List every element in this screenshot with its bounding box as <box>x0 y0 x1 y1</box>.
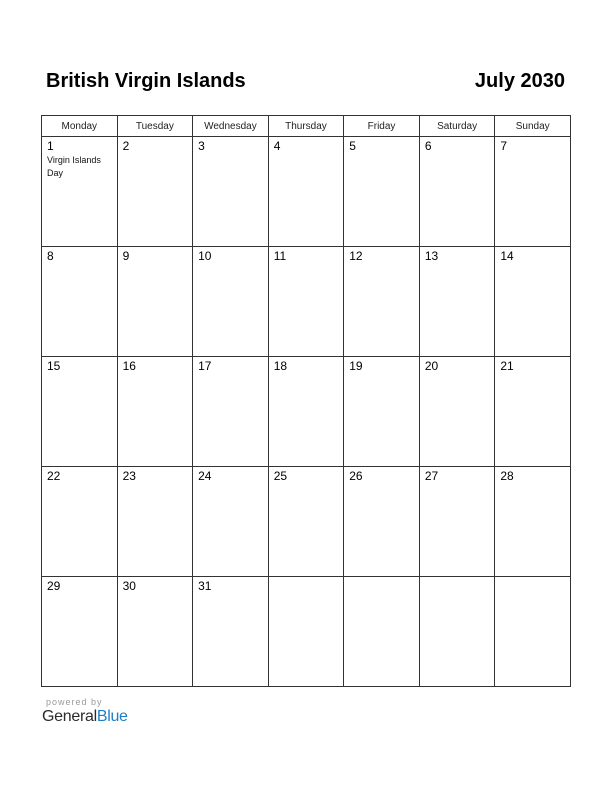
holiday-label <box>118 263 193 264</box>
day-number: 18 <box>273 359 288 373</box>
weekday-header-friday: Friday <box>344 116 420 137</box>
weekday-header-sunday: Sunday <box>495 116 571 137</box>
day-number: 19 <box>349 359 363 373</box>
day-cell <box>344 577 420 687</box>
day-cell <box>419 577 495 687</box>
day-number: 16 <box>122 359 136 373</box>
holiday-label <box>344 263 419 264</box>
day-number: 22 <box>47 469 61 483</box>
holiday-label <box>420 263 495 264</box>
holiday-label <box>420 153 495 154</box>
holiday-label <box>495 373 570 374</box>
holiday-label <box>269 483 344 484</box>
holiday-label <box>344 580 419 581</box>
day-cell <box>193 467 269 577</box>
holiday-label <box>495 483 570 484</box>
day-cell <box>495 357 571 467</box>
calendar-grid <box>41 115 571 687</box>
holiday-label <box>495 580 570 581</box>
holiday-label <box>118 483 193 484</box>
day-cell <box>268 137 344 247</box>
day-cell <box>419 357 495 467</box>
day-cell <box>117 137 193 247</box>
holiday-label <box>193 483 268 484</box>
day-cell <box>193 577 269 687</box>
week-row <box>42 467 571 577</box>
day-cell <box>344 467 420 577</box>
day-cell <box>495 137 571 247</box>
day-number: 12 <box>349 249 363 263</box>
day-number: 29 <box>47 579 61 593</box>
holiday-label <box>42 483 117 484</box>
day-cell <box>42 247 118 357</box>
day-cell <box>193 357 269 467</box>
holiday-label <box>118 373 193 374</box>
day-number: 7 <box>500 139 508 153</box>
day-cell <box>344 137 420 247</box>
day-number: 21 <box>500 359 514 373</box>
day-number: 14 <box>500 249 514 263</box>
weekday-header-tuesday: Tuesday <box>117 116 193 137</box>
day-number: 5 <box>349 139 356 153</box>
day-cell <box>268 357 344 467</box>
day-number: 6 <box>424 139 432 153</box>
day-cell <box>193 137 269 247</box>
holiday-label <box>42 373 117 374</box>
day-number: 9 <box>122 249 130 263</box>
holiday-label: Virgin Islands Day <box>47 155 101 178</box>
holiday-label <box>193 263 268 264</box>
holiday-label <box>269 580 344 581</box>
holiday-label <box>118 153 193 154</box>
holiday-label <box>344 153 419 154</box>
day-number: 28 <box>500 469 514 483</box>
day-cell <box>42 357 118 467</box>
holiday-label <box>42 263 117 264</box>
holiday-label <box>193 593 268 594</box>
day-number: 31 <box>198 579 212 593</box>
day-number: 26 <box>349 469 363 483</box>
day-cell <box>117 247 193 357</box>
day-number: 23 <box>122 469 136 483</box>
week-row <box>42 137 571 247</box>
weekday-header-monday: Monday <box>42 116 118 137</box>
day-cell <box>117 357 193 467</box>
day-cell <box>495 467 571 577</box>
weekday-header-thursday: Thursday <box>268 116 344 137</box>
day-number: 3 <box>198 139 205 153</box>
weekday-header-wednesday: Wednesday <box>193 116 269 137</box>
logo-text-general: General <box>42 708 97 725</box>
holiday-label <box>420 580 495 581</box>
generalblue-logo[interactable] <box>42 708 128 726</box>
holiday-label <box>420 483 495 484</box>
day-cell <box>419 247 495 357</box>
day-cell <box>344 247 420 357</box>
week-row <box>42 577 571 687</box>
day-number: 13 <box>424 249 439 263</box>
holiday-label <box>344 373 419 374</box>
day-cell <box>419 137 495 247</box>
day-cell <box>344 357 420 467</box>
weekday-header-row <box>42 116 571 137</box>
week-row <box>42 247 571 357</box>
holiday-label <box>269 263 344 264</box>
day-number: 11 <box>273 249 287 263</box>
holiday-label <box>420 373 495 374</box>
day-cell <box>42 137 118 247</box>
day-number: 30 <box>122 579 136 593</box>
holiday-label <box>344 483 419 484</box>
day-number: 4 <box>273 139 281 153</box>
day-cell <box>495 577 571 687</box>
day-number: 8 <box>47 249 54 263</box>
day-number: 17 <box>198 359 212 373</box>
day-cell <box>268 577 344 687</box>
day-cell <box>419 467 495 577</box>
day-number: 2 <box>122 139 130 153</box>
day-cell <box>268 247 344 357</box>
day-cell <box>495 247 571 357</box>
day-number: 10 <box>198 249 212 263</box>
day-cell <box>193 247 269 357</box>
day-number: 20 <box>424 359 439 373</box>
holiday-label <box>269 373 344 374</box>
week-row <box>42 357 571 467</box>
calendar-month-title: July 2030 <box>474 70 565 92</box>
day-number: 25 <box>273 469 288 483</box>
day-number: 15 <box>47 359 61 373</box>
holiday-label <box>193 373 268 374</box>
day-cell <box>268 467 344 577</box>
holiday-label <box>495 263 570 264</box>
day-number: 27 <box>424 469 439 483</box>
holiday-label <box>193 153 268 154</box>
weekday-header-saturday: Saturday <box>419 116 495 137</box>
holiday-label <box>118 593 193 594</box>
powered-by-label: powered by <box>46 697 103 707</box>
day-cell <box>42 577 118 687</box>
day-number: 24 <box>198 469 212 483</box>
calendar-country-title: British Virgin Islands <box>46 70 246 92</box>
holiday-label <box>42 593 117 594</box>
logo-text-blue: Blue <box>96 708 128 725</box>
day-cell <box>42 467 118 577</box>
holiday-label <box>495 153 570 154</box>
day-number: 1 <box>47 139 54 153</box>
day-cell <box>117 467 193 577</box>
day-cell <box>117 577 193 687</box>
holiday-label <box>269 153 344 154</box>
